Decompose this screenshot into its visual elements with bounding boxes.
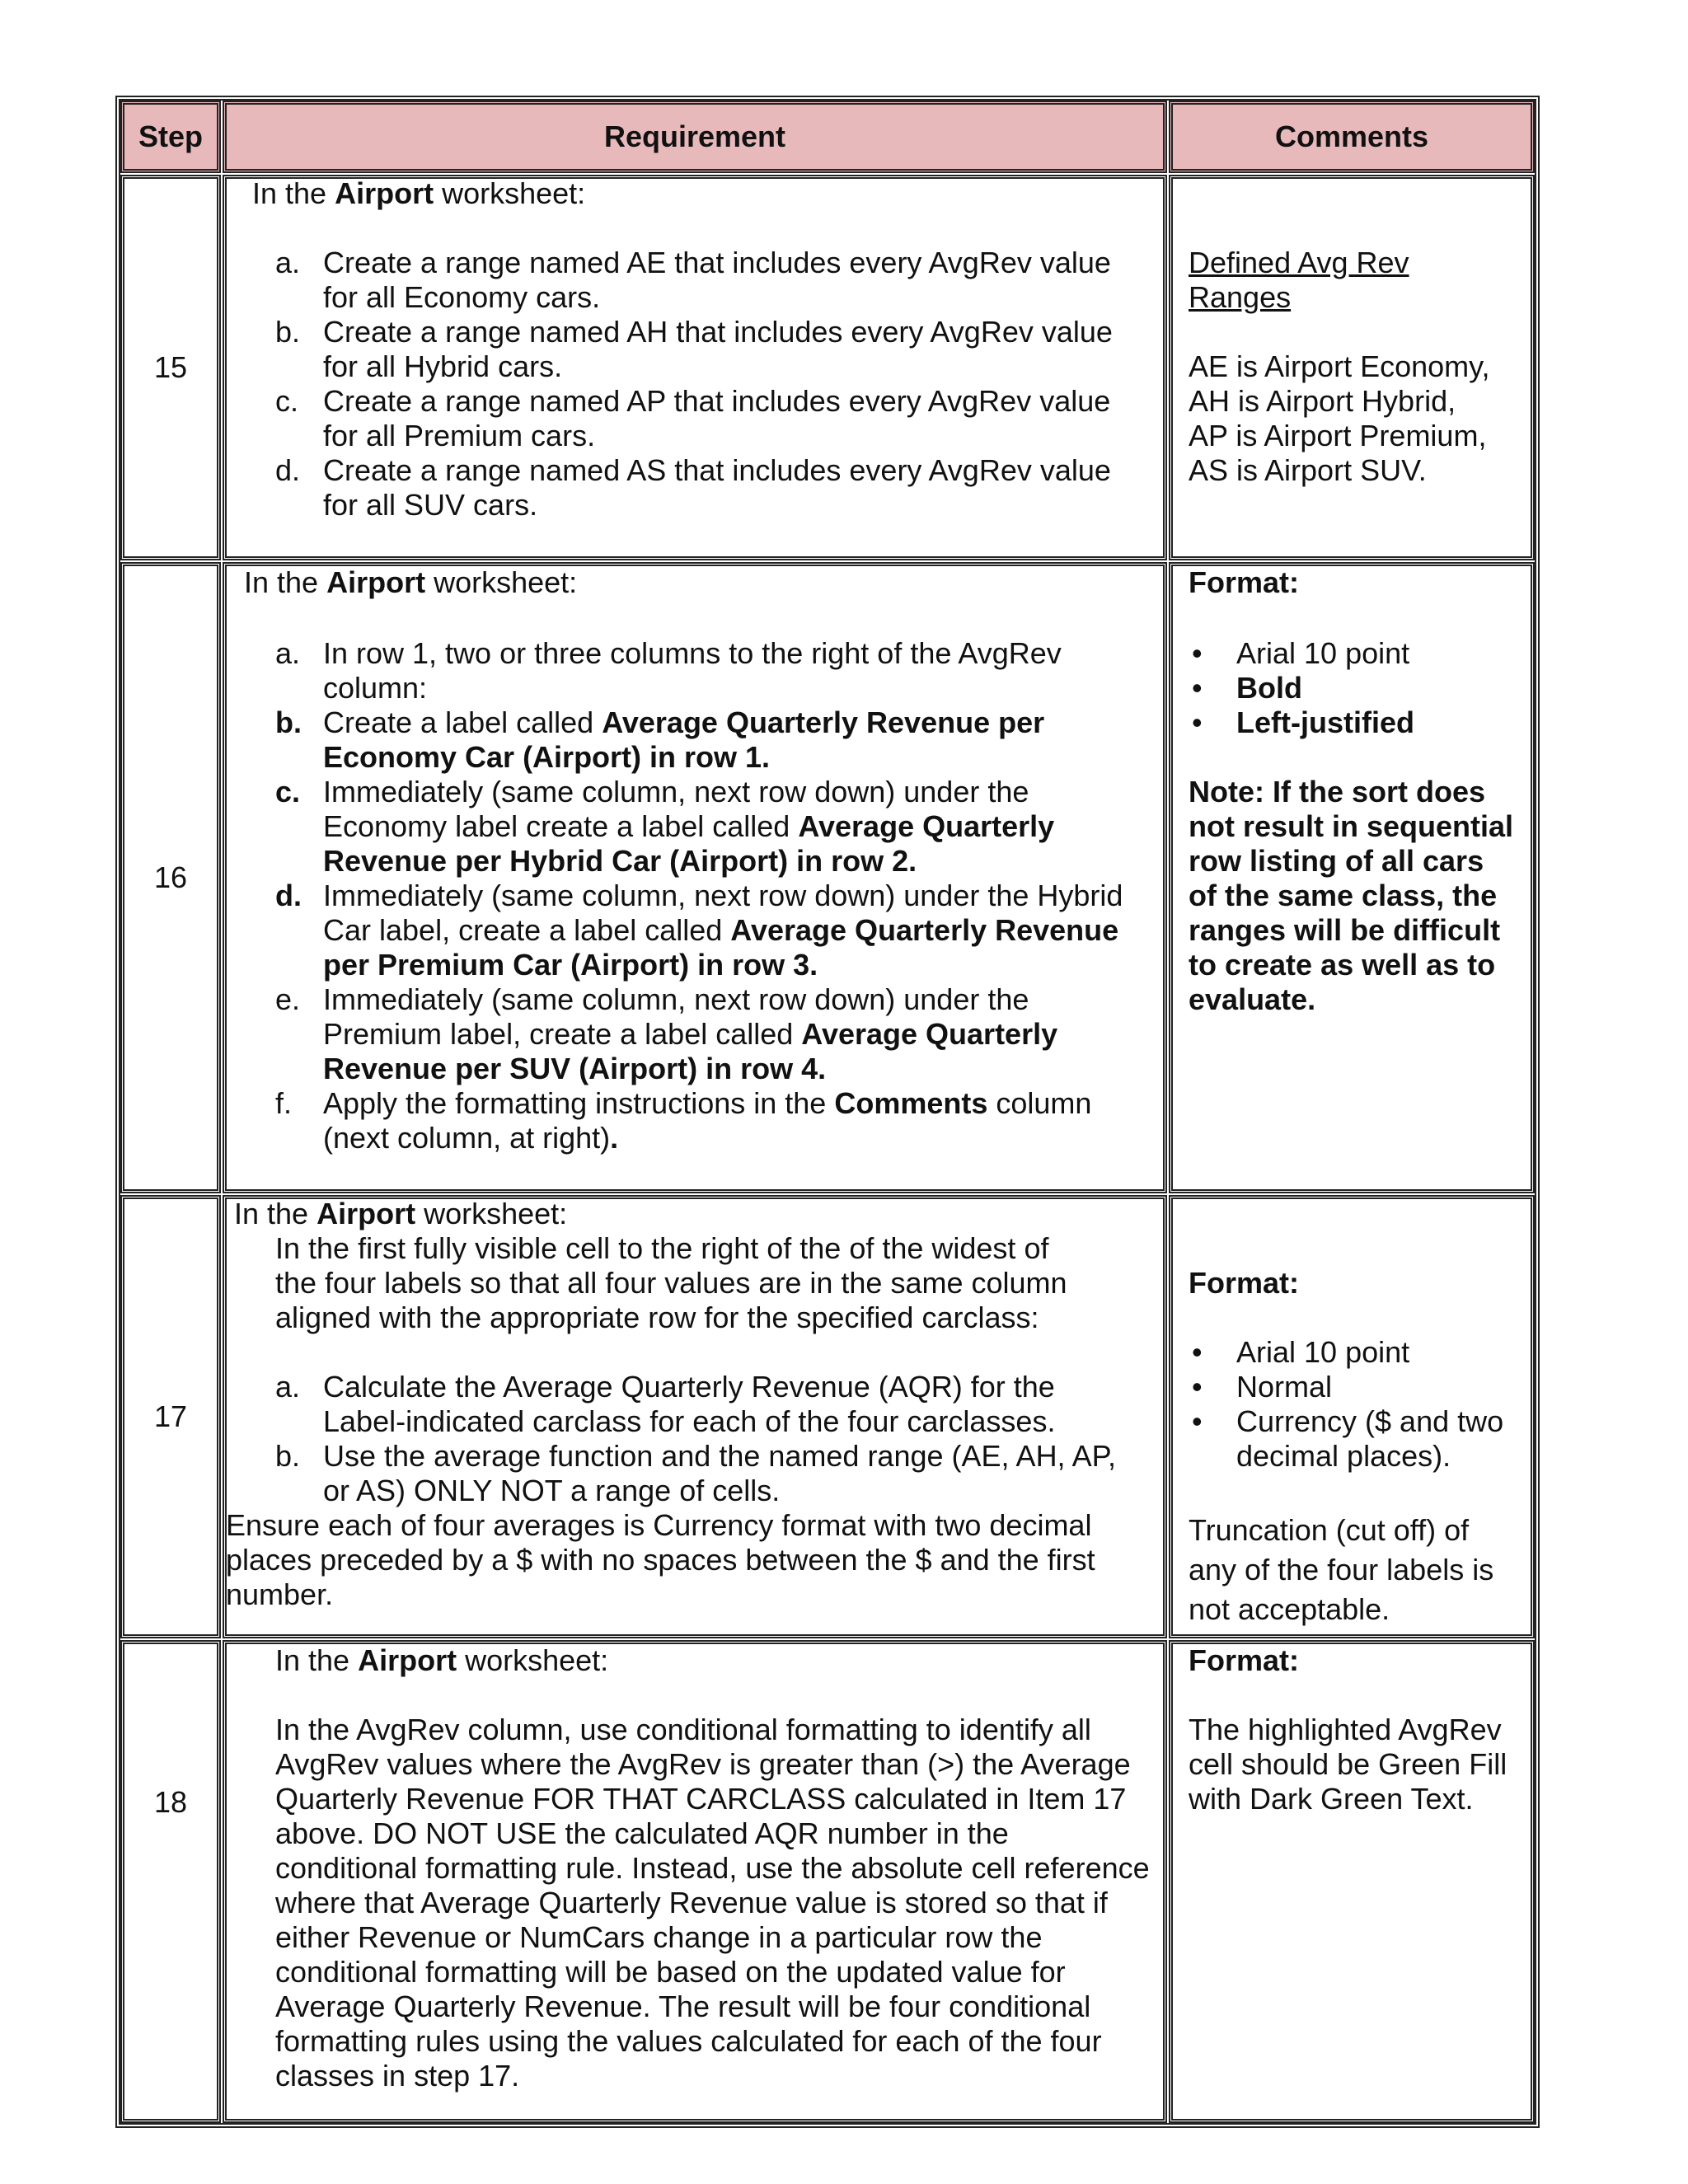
para-17-l2: the four labels so that all four values are in the same column	[275, 1266, 1067, 1300]
item-16d-l2: Car label, create a label called Average Quarterly Revenue	[323, 913, 1119, 947]
item-17a-label: a.	[275, 1370, 301, 1404]
item-16a-l2: column:	[323, 671, 428, 705]
item-16c-l2: Economy label create a label called Average Quarterly	[323, 809, 1055, 843]
comment-16-note7: evaluate.	[1189, 982, 1316, 1016]
ensure-17-l3: number.	[226, 1577, 334, 1611]
para-17-l3: aligned with the appropriate row for the specified carclass:	[275, 1301, 1039, 1334]
comment-18-line2: cell should be Green Fill	[1189, 1747, 1507, 1781]
para-18-l3: Quarterly Revenue FOR THAT CARCLASS calculated in Item 17	[275, 1782, 1127, 1816]
intro-17: In the Airport worksheet:	[234, 1197, 568, 1230]
item-16b-l1: Create a label called Average Quarterly Revenue per	[323, 705, 1045, 739]
bullet-icon: •	[1192, 705, 1203, 739]
comment-16-note1: Note: If the sort does	[1189, 775, 1486, 808]
comment-15-heading2: Ranges	[1189, 280, 1292, 314]
item-17b-l1: Use the average function and the named range (AE, AH, AP,	[323, 1439, 1116, 1473]
para-18-l4: above. DO NOT USE the calculated AQR number in the	[275, 1816, 1009, 1850]
item-16b-l2: Economy Car (Airport) in row 1.	[323, 740, 771, 774]
item-16f-l1: Apply the formatting instructions in the Comments column	[323, 1086, 1092, 1120]
bullet-icon: •	[1192, 636, 1203, 670]
item-16f-l2: (next column, at right).	[323, 1121, 619, 1155]
item-17b-label: b.	[275, 1439, 301, 1473]
item-16d-label: d.	[275, 879, 302, 912]
header-step: Step	[120, 101, 221, 173]
comment-16-bullet3: Left-justified	[1236, 705, 1414, 739]
item-15d-l2: for all SUV cars.	[323, 488, 538, 522]
comment-17-format: Format:	[1189, 1266, 1299, 1300]
comment-17-bullet3-cont: decimal places).	[1236, 1439, 1451, 1473]
bullet-icon: •	[1192, 1370, 1203, 1404]
item-16c-l1: Immediately (same column, next row down) under the	[323, 775, 1029, 808]
ensure-17-l1: Ensure each of four averages is Currency format with two decimal	[226, 1508, 1092, 1542]
step-17-cell	[120, 1195, 221, 1638]
comment-15-line3: AP is Airport Premium,	[1189, 419, 1487, 452]
item-15b-l2: for all Hybrid cars.	[323, 349, 563, 383]
ensure-17-l2: places preceded by a $ with no spaces between the $ and the first	[226, 1543, 1095, 1577]
comment-17-bullet3: Currency ($ and two	[1236, 1404, 1504, 1438]
item-15a-l2: for all Economy cars.	[323, 280, 601, 314]
item-17a-l1: Calculate the Average Quarterly Revenue (AQR) for the	[323, 1370, 1055, 1404]
step-number: 18	[153, 1785, 188, 1819]
item-15c-l2: for all Premium cars.	[323, 419, 596, 452]
para-18-l5: conditional formatting rule. Instead, use the absolute cell reference	[275, 1851, 1150, 1885]
step-16-cell	[120, 562, 221, 1193]
comment-17-trunc1: Truncation (cut off) of	[1189, 1513, 1470, 1547]
item-15a-l1: Create a range named AE that includes every AvgRev value	[323, 246, 1111, 279]
bullet-icon: •	[1192, 1404, 1203, 1438]
comment-16-format: Format:	[1189, 565, 1299, 599]
comment-18-line1: The highlighted AvgRev	[1189, 1713, 1502, 1746]
item-16c-l3: Revenue per Hybrid Car (Airport) in row 2.	[323, 844, 917, 878]
item-15d-label: d.	[275, 453, 301, 487]
para-18-l10: formatting rules using the values calculated for each of the four	[275, 2024, 1102, 2058]
comment-15-heading1: Defined Avg Rev	[1189, 246, 1409, 279]
para-18-l7: either Revenue or NumCars change in a particular row the	[275, 1920, 1043, 1954]
step-number: 17	[153, 1399, 188, 1433]
step-15-cell	[120, 175, 221, 560]
item-16a-l1: In row 1, two or three columns to the right of the AvgRev	[323, 636, 1062, 670]
comment-17-bullet2: Normal	[1236, 1370, 1333, 1404]
comment-15-line4: AS is Airport SUV.	[1189, 453, 1427, 487]
item-15b-label: b.	[275, 315, 301, 349]
item-16f-label: f.	[275, 1086, 293, 1120]
comment-18-format: Format:	[1189, 1643, 1299, 1677]
item-16e-l2: Premium label, create a label called Average Quarterly	[323, 1017, 1058, 1051]
item-15a-label: a.	[275, 246, 301, 279]
comment-17-trunc3: not acceptable.	[1189, 1592, 1390, 1626]
comment-16-note3: row listing of all cars	[1189, 844, 1484, 878]
comment-16-bullet1: Arial 10 point	[1236, 636, 1410, 670]
para-18-l11: classes in step 17.	[275, 2059, 520, 2093]
item-16d-l1: Immediately (same column, next row down) under the Hybrid	[323, 879, 1123, 912]
header-comments: Comments	[1169, 101, 1535, 173]
step-18-cell	[120, 1640, 221, 2123]
para-18-l2: AvgRev values where the AvgRev is greater than (>) the Average	[275, 1747, 1131, 1781]
header-requirement: Requirement	[223, 101, 1167, 173]
comment-16-note2: not result in sequential	[1189, 809, 1514, 843]
comment-17-trunc2: any of the four labels is	[1189, 1553, 1494, 1586]
item-17a-l2: Label-indicated carclass for each of the four carclasses.	[323, 1404, 1056, 1438]
item-16e-l3: Revenue per SUV (Airport) in row 4.	[323, 1052, 827, 1085]
intro-18: In the Airport worksheet:	[275, 1643, 609, 1677]
step-number: 16	[153, 860, 188, 894]
comment-15-line1: AE is Airport Economy,	[1189, 349, 1490, 383]
item-16e-l1: Immediately (same column, next row down) under the	[323, 982, 1029, 1016]
item-16e-label: e.	[275, 982, 301, 1016]
item-16d-l3: per Premium Car (Airport) in row 3.	[323, 948, 818, 982]
para-18-l9: Average Quarterly Revenue. The result will be four conditional	[275, 1990, 1091, 2023]
item-16b-label: b.	[275, 705, 302, 739]
comment-16-note5: ranges will be difficult	[1189, 913, 1501, 947]
comment-18-line3: with Dark Green Text.	[1189, 1782, 1474, 1816]
item-15c-label: c.	[275, 384, 299, 418]
intro-16: In the Airport worksheet:	[244, 565, 578, 599]
bullet-icon: •	[1192, 1335, 1203, 1369]
comment-17-bullet1: Arial 10 point	[1236, 1335, 1410, 1369]
item-17b-l2: or AS) ONLY NOT a range of cells.	[323, 1474, 781, 1507]
para-18-l8: conditional formatting will be based on the updated value for	[275, 1955, 1066, 1989]
comment-16-bullet2: Bold	[1236, 671, 1302, 705]
item-15b-l1: Create a range named AH that includes every AvgRev value	[323, 315, 1113, 349]
item-16a-label: a.	[275, 636, 301, 670]
item-15d-l1: Create a range named AS that includes every AvgRev value	[323, 453, 1111, 487]
comment-15-line2: AH is Airport Hybrid,	[1189, 384, 1456, 418]
step-number: 15	[153, 350, 188, 384]
item-15c-l1: Create a range named AP that includes every AvgRev value	[323, 384, 1111, 418]
comment-16-note6: to create as well as to	[1189, 948, 1496, 982]
comment-16-note4: of the same class, the	[1189, 879, 1498, 912]
intro-15: In the Airport worksheet:	[252, 176, 586, 210]
bullet-icon: •	[1192, 671, 1203, 705]
para-18-l6: where that Average Quarterly Revenue value is stored so that if	[275, 1886, 1108, 1919]
para-17-l1: In the first fully visible cell to the right of the of the widest of	[275, 1231, 1049, 1265]
item-16c-label: c.	[275, 775, 301, 808]
para-18-l1: In the AvgRev column, use conditional formatting to identify all	[275, 1713, 1091, 1746]
